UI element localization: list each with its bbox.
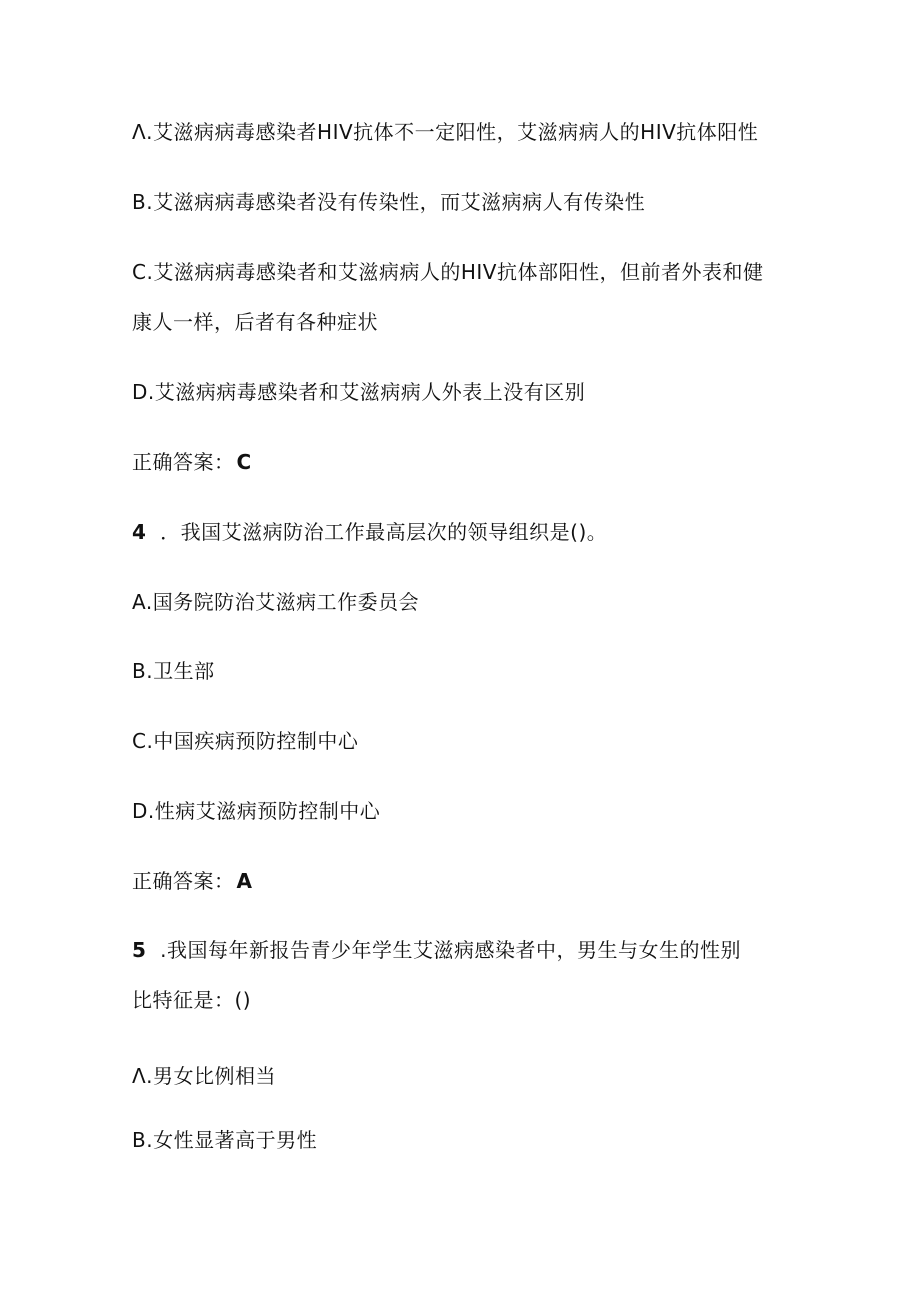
q4-option-d-text: D.性病艾滋病预防控制中心 [132,799,381,823]
q4-option-a-text: A.国务院防治艾滋病工作委员会 [132,590,420,614]
q3-option-c-text-line1: C.艾滋病病毒感染者和艾滋病病人的HIV抗体部阳性，但前者外表和健 [132,260,764,284]
q4-option-b [132,659,215,683]
q3-option-b-text: B.艾滋病病毒感染者没有传染性，而艾滋病病人有传染性 [132,190,646,214]
q4-option-c [132,729,358,753]
q4-answer-value: A [236,869,253,893]
q4-question-text: ．我国艾滋病防治工作最高层次的领导组织是()。 [160,520,608,544]
q3-option-a [132,120,758,144]
q5-option-b [132,1128,317,1152]
q3-option-d [132,380,585,404]
q3-option-d-text: D.艾滋病病毒感染者和艾滋病病人外表上没有区别 [132,380,586,404]
q3-option-c [132,260,763,284]
q5-question-continued [132,988,251,1012]
q3-answer-label: 正确答案： [132,450,235,474]
q3-option-c-text-line2: 康人一样，后者有各种症状 [132,310,378,334]
q4-option-d [132,799,380,823]
q5-question-text-line2: 比特征是：() [132,988,252,1012]
q3-answer-value: C [236,450,252,474]
q4-answer-label: 正确答案： [132,869,235,893]
q5-question-text-line1: .我国每年新报告青少年学生艾滋病感染者中，男生与女生的性别 [160,938,741,962]
q3-option-a-text: Λ.艾滋病病毒感染者HIV抗体不一定阳性，艾滋病病人的HIV抗体阳性 [132,120,759,144]
q4-answer [132,869,252,893]
q5-option-a [132,1064,276,1088]
q5-option-b-text: B.女性显著高于男性 [132,1128,318,1152]
q4-question [132,520,607,544]
q4-option-b-text: B.卫生部 [132,659,215,683]
q3-answer [132,450,252,474]
q3-option-b [132,190,645,214]
q4-option-c-text: C.中国疾病预防控制中心 [132,729,359,753]
q5-option-a-text: Λ.男女比例相当 [132,1064,277,1088]
q5-question [132,938,741,962]
q4-option-a [132,590,419,614]
q3-option-c-continued [132,310,378,334]
q5-number: 5 [132,938,147,962]
q4-number: 4 [132,520,147,544]
